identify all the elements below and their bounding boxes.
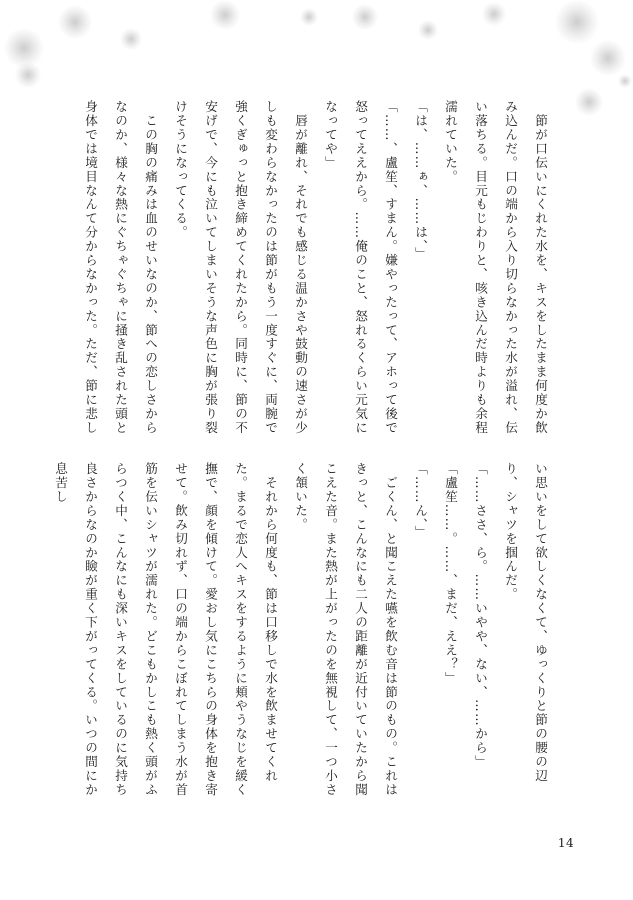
paragraph: い思いをして欲しくなくて、ゆっくりと節の腰の辺り、シャツを掴んだ。 (503, 462, 548, 783)
bokeh-decoration (300, 8, 318, 26)
dialogue-line: 「は、……ぁ、……は、」 (413, 100, 428, 262)
paragraph: ごくん、と聞こえた嚥を飲む音は節のもの。これはきっと、こんなにも二人の距離が近付いていたから聞こえた音。また熱が上がったのを無視して、一つ小さく頷いた。 (293, 462, 398, 797)
bokeh-decoration (15, 62, 41, 88)
text-block-lower (53, 462, 555, 797)
bokeh-decoration (4, 28, 44, 68)
bokeh-decoration (58, 5, 92, 39)
dialogue-line: 「……ん、」 (413, 462, 428, 540)
dialogue-line: 「……、盧笙、すまん。嫌やったって、アホって後で怒ってええから。……俺のこと、怒れるくらい元気になってや」 (323, 100, 398, 435)
paragraph: 唇が離れ、それでも感じる温かさや鼓動の速さが少しも変わらなかったのは節がもう一度すぐに、両腕で強くぎゅっと抱き締めてくれたから。同時に、節の不安げで、今にも泣いてしまいそうな声色に胸が張り裂けそうになってくる。 (173, 100, 308, 435)
bokeh-decoration (120, 28, 142, 50)
bokeh-decoration (590, 40, 626, 76)
dialogue-line: 「盧笙……。……、まだ、ええ？」 (443, 462, 458, 686)
paragraph: 節が口伝いにくれた水を、キスをしたまま何度か飲み込んだ。口の端から入り切らなかった水が溢れ、伝い落ちる。目元もじわりと、咳き込んだ時よりも余程濡れていた。 (443, 100, 548, 435)
bokeh-decoration (482, 2, 506, 26)
bokeh-decoration (418, 20, 438, 40)
page-number: 14 (557, 836, 575, 850)
dialogue-line: 「……ささ、ら。……いやや、ない、……から」 (473, 462, 488, 769)
bokeh-decoration (210, 0, 240, 30)
paragraph: それから何度も、節は口移しで水を飲ませてくれた。まるで恋人へキスをするように頬やうなじを緩く撫で、顔を傾けて。愛おし気にこちらの身体を抱き寄せて。飲み切れず、口の端からこぼれてしまう水が首筋を伝いシャツが濡れた。どこもかしこも熱く頭がふらつく中、こんなにも深いキスをしているのに気持ち良さからなのか瞼が重く下がってくる。いつの間にか息苦し (53, 462, 278, 797)
bokeh-decoration (575, 88, 603, 116)
text-block-upper (83, 100, 555, 436)
bokeh-decoration (352, 4, 378, 30)
paragraph: この胸の痛みは血のせいなのか、節への恋しさからなのか、様々な熱にぐちゃぐちゃに掻き乱された頭と身体では境目なんて分からなかった。ただ、節に悲し (83, 100, 158, 435)
bokeh-decoration (555, 0, 599, 44)
bokeh-decoration (618, 74, 632, 88)
